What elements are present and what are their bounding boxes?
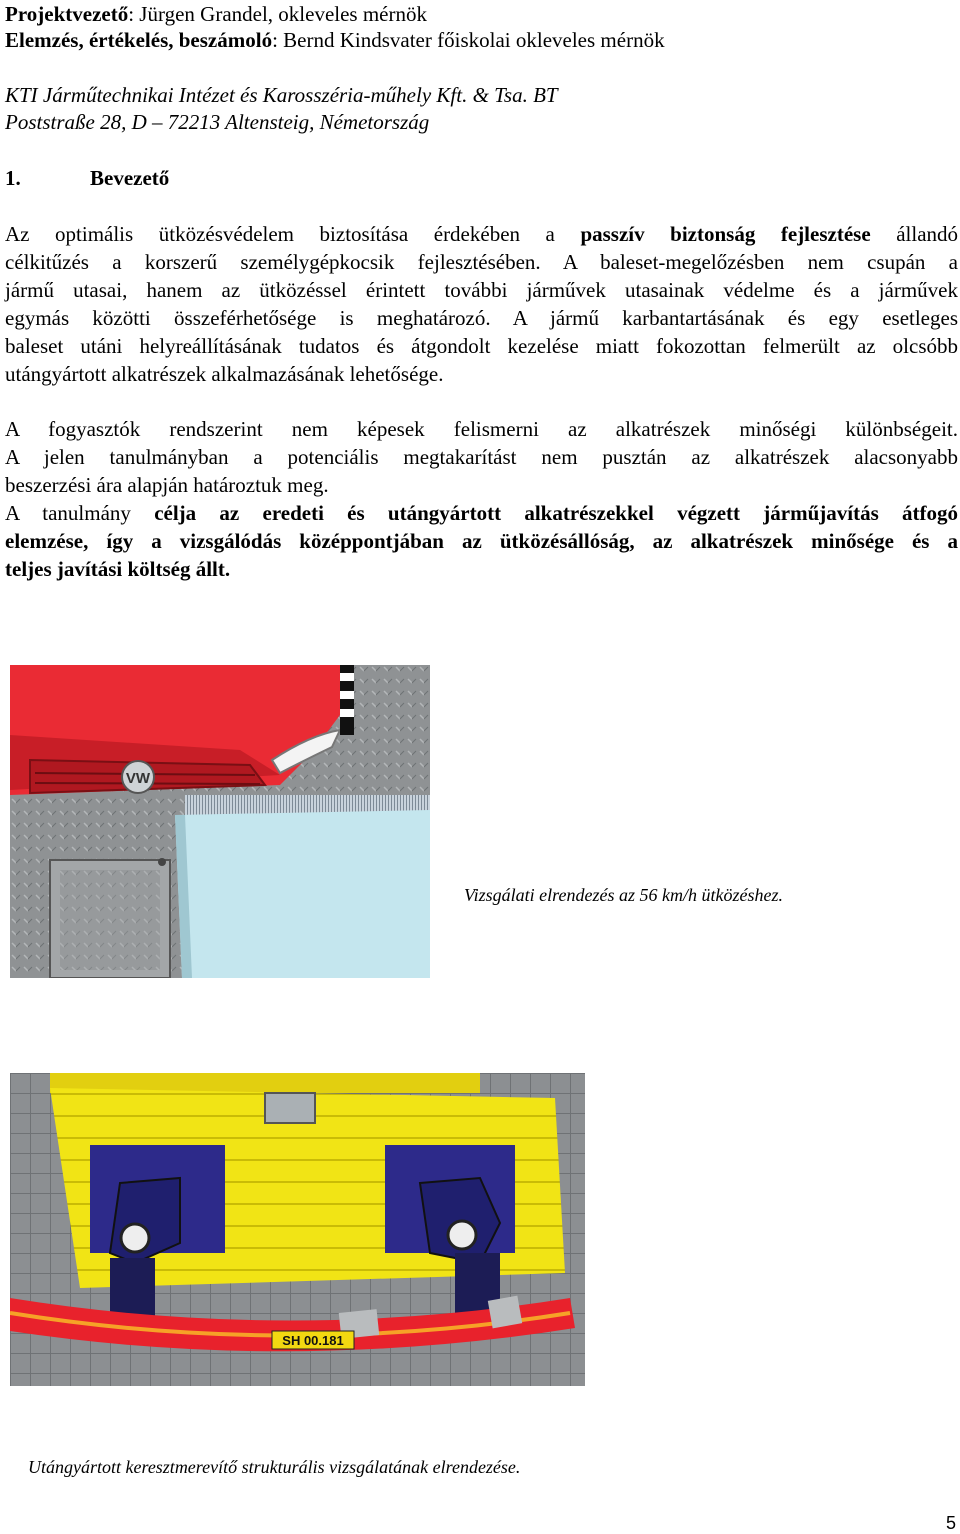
project-manager-label: Projektvezető (5, 2, 129, 26)
figure1-caption: Vizsgálati elrendezés az 56 km/h ütközéshez. (464, 885, 783, 905)
project-manager-line (5, 0, 427, 28)
para1-line6: utángyártott alkatrészek alkalmazásának lehetősége. (5, 362, 444, 386)
para1-line4: egymás közötti összeférhetősége is meghatározó. A jármű karbantartásának és egy esetleges (5, 306, 958, 330)
test-id-label: SH 00.181 (282, 1333, 344, 1348)
section-title: Bevezető (90, 166, 170, 190)
para2-line1: A fogyasztók rendszerint nem képesek felismerni az alkatrészek minőségi különbségeit. (5, 417, 958, 441)
svg-text:VW: VW (125, 770, 151, 787)
company-name: KTI Járműtechnikai Intézet és Karosszéria-műhely Kft. & Tsa. BT (5, 83, 558, 107)
para1-line5: baleset utáni helyreállításának tudatos és átgondolt kezelése miatt fokozottan felmerült az olcsóbb (5, 334, 958, 358)
crash-test-illustration (10, 665, 430, 978)
evaluation-value: : Bernd Kindsvater főiskolai okleveles mérnök (272, 28, 665, 52)
section-number: 1. (5, 166, 21, 190)
project-manager-value: : Jürgen Grandel, okleveles mérnök (128, 2, 427, 26)
evaluation-label: Elemzés, értékelés, beszámoló (5, 28, 273, 52)
crossbeam-test-photo (10, 1073, 585, 1386)
para3-line1: A tanulmány célja az eredeti és utángyártott alkatrészekkel végzett járműjavítás átfogó (5, 501, 958, 525)
para1-line3: jármű utasai, hanem az ütközéssel érintett további járművek utasainak védelme és a járművek (5, 278, 958, 302)
para1-line1: Az optimális ütközésvédelem biztosítása érdekében a passzív biztonság fejlesztése állandó (5, 222, 959, 246)
para1-line2: célkitűzés a korszerű személygépkocsik fejlesztésében. A baleset-megelőzésben nem csupán a (5, 250, 958, 274)
page-number: 5 (945, 1513, 956, 1533)
para2-line3: beszerzési ára alapján határoztuk meg. (5, 473, 329, 497)
company-address: Poststraße 28, D – 72213 Altensteig, Németország (5, 110, 430, 134)
section-heading (5, 164, 169, 192)
figure2-caption: Utángyártott keresztmerevítő strukturális vizsgálatának elrendezése. (28, 1457, 521, 1477)
crossbeam-test-illustration (10, 1073, 585, 1386)
crash-test-photo (10, 665, 430, 978)
evaluation-line (5, 26, 665, 54)
para2-line2: A jelen tanulmányban a potenciális megtakarítást nem pusztán az alkatrészek alacsonyabb (5, 445, 958, 469)
para3-line2: elemzése, így a vizsgálódás középpontjában az ütközésállóság, az alkatrészek minősége és a (5, 529, 958, 553)
para3-line3: teljes javítási költség állt. (5, 557, 231, 581)
